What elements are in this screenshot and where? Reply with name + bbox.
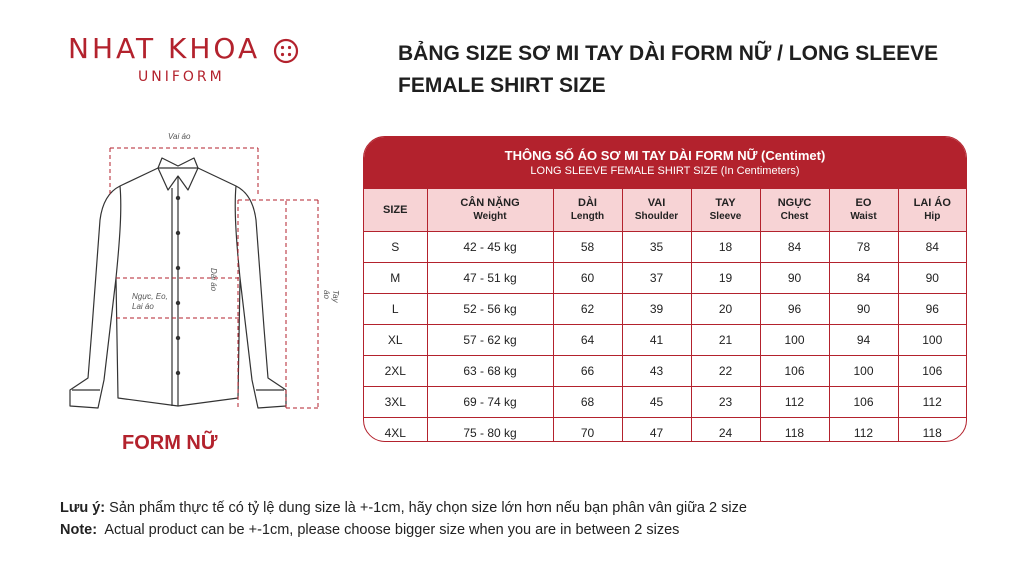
table-cell: 37 <box>622 263 691 294</box>
table-cell: 3XL <box>364 387 427 418</box>
column-header-vi: LAI ÁO <box>913 197 951 209</box>
table-cell: 106 <box>898 356 966 387</box>
logo-wordmark <box>68 32 308 65</box>
column-header-vi: SIZE <box>383 204 408 216</box>
note-en-label: Note: <box>60 522 98 538</box>
table-cell: 57 - 62 kg <box>427 325 553 356</box>
column-header-en: Weight <box>473 211 507 222</box>
table-cell: 64 <box>553 325 622 356</box>
table-cell: 96 <box>760 294 829 325</box>
column-header-en: Length <box>570 211 605 222</box>
table-cell: XL <box>364 325 427 356</box>
column-header-en: Hip <box>924 211 941 222</box>
chest-label-1: Ngực, Eo, <box>132 292 168 301</box>
table-cell: 112 <box>829 418 898 443</box>
table-row <box>364 294 966 325</box>
shoulder-label: Vai áo <box>168 132 191 141</box>
table-title: THÔNG SỐ ÁO SƠ MI TAY DÀI FORM NỮ (Centimet) <box>504 148 826 163</box>
column-header <box>364 189 427 232</box>
table-cell: 21 <box>691 325 760 356</box>
column-header-en: Chest <box>780 211 809 222</box>
table-cell: 118 <box>760 418 829 443</box>
table-title-bar <box>364 137 966 188</box>
table-cell: 90 <box>760 263 829 294</box>
table-cell: 43 <box>622 356 691 387</box>
column-header <box>829 189 898 232</box>
column-header-en: Sleeve <box>709 211 742 222</box>
table-cell: L <box>364 294 427 325</box>
table-cell: M <box>364 263 427 294</box>
note-vi-text: Sản phẩm thực tế có tỷ lệ dung size là +-1cm, hãy chọn size lớn hơn nếu bạn phân vân giữa 2 size <box>109 500 747 516</box>
column-header <box>898 189 966 232</box>
page-title: BẢNG SIZE SƠ MI TAY DÀI FORM NỮ / LONG SLEEVE FEMALE SHIRT SIZE <box>398 42 939 97</box>
note-en-text: Actual product can be +-1cm, please choose bigger size when you are in between 2 sizes <box>104 522 680 538</box>
table-cell: 60 <box>553 263 622 294</box>
table-cell: 47 <box>622 418 691 443</box>
table-cell: 94 <box>829 325 898 356</box>
note <box>60 497 747 541</box>
table-cell: 2XL <box>364 356 427 387</box>
table-body <box>364 232 966 443</box>
column-header <box>622 189 691 232</box>
table-cell: 23 <box>691 387 760 418</box>
table-row <box>364 263 966 294</box>
size-grid <box>364 188 966 442</box>
table-subtitle: LONG SLEEVE FEMALE SHIRT SIZE (In Centimeters) <box>530 165 800 177</box>
table-cell: 100 <box>898 325 966 356</box>
logo-subtitle: UNIFORM <box>138 69 225 85</box>
table-cell: 22 <box>691 356 760 387</box>
column-header-vi: CÂN NẶNG <box>460 197 520 209</box>
table-cell: 78 <box>829 232 898 263</box>
table-cell: 106 <box>829 387 898 418</box>
note-vi-label: Lưu ý: <box>60 500 106 516</box>
table-cell: 84 <box>898 232 966 263</box>
table-cell: 68 <box>553 387 622 418</box>
table-cell: 90 <box>829 294 898 325</box>
table-cell: 18 <box>691 232 760 263</box>
table-cell: 35 <box>622 232 691 263</box>
table-cell: 41 <box>622 325 691 356</box>
table-row <box>364 356 966 387</box>
table-cell: S <box>364 232 427 263</box>
table-cell: 112 <box>898 387 966 418</box>
table-cell: 84 <box>760 232 829 263</box>
table-cell: 96 <box>898 294 966 325</box>
table-cell: 106 <box>760 356 829 387</box>
table-cell: 112 <box>760 387 829 418</box>
note-vi <box>60 497 747 519</box>
column-header-en: Waist <box>850 211 877 222</box>
table-row <box>364 387 966 418</box>
table-cell: 90 <box>898 263 966 294</box>
table-cell: 69 - 74 kg <box>427 387 553 418</box>
table-cell: 42 - 45 kg <box>427 232 553 263</box>
table-cell: 20 <box>691 294 760 325</box>
table-row <box>364 325 966 356</box>
table-row <box>364 232 966 263</box>
sleeve-label: Tay áo <box>322 290 340 303</box>
table-row <box>364 418 966 443</box>
column-header-vi: VAI <box>647 197 666 209</box>
table-cell: 70 <box>553 418 622 443</box>
table-cell: 75 - 80 kg <box>427 418 553 443</box>
table-cell: 100 <box>829 356 898 387</box>
column-header-vi: EO <box>855 197 872 209</box>
header-row <box>364 189 966 232</box>
size-table <box>363 136 967 442</box>
column-header <box>553 189 622 232</box>
table-cell: 4XL <box>364 418 427 443</box>
column-header <box>427 189 553 232</box>
button-icon <box>273 38 299 64</box>
logo-text: NHAT KHOA <box>68 32 261 65</box>
column-header <box>760 189 829 232</box>
table-cell: 45 <box>622 387 691 418</box>
form-label: FORM NỮ <box>122 432 218 454</box>
table-cell: 84 <box>829 263 898 294</box>
shirt-illustration <box>60 128 350 428</box>
table-cell: 66 <box>553 356 622 387</box>
length-label: Dài áo <box>209 268 218 292</box>
chest-label-2: Lai áo <box>132 302 154 311</box>
table-cell: 62 <box>553 294 622 325</box>
table-cell: 24 <box>691 418 760 443</box>
shirt-diagram <box>60 128 350 428</box>
table-cell: 118 <box>898 418 966 443</box>
table-cell: 63 - 68 kg <box>427 356 553 387</box>
table-cell: 47 - 51 kg <box>427 263 553 294</box>
table-cell: 58 <box>553 232 622 263</box>
table-cell: 100 <box>760 325 829 356</box>
column-header-en: Shoulder <box>634 211 679 222</box>
column-header-vi: NGỰC <box>777 197 812 209</box>
table-cell: 19 <box>691 263 760 294</box>
table-cell: 39 <box>622 294 691 325</box>
column-header <box>691 189 760 232</box>
table-cell: 52 - 56 kg <box>427 294 553 325</box>
column-header-vi: DÀI <box>578 197 597 209</box>
note-en <box>60 519 747 541</box>
column-header-vi: TAY <box>715 197 736 209</box>
brand-logo <box>68 32 308 85</box>
